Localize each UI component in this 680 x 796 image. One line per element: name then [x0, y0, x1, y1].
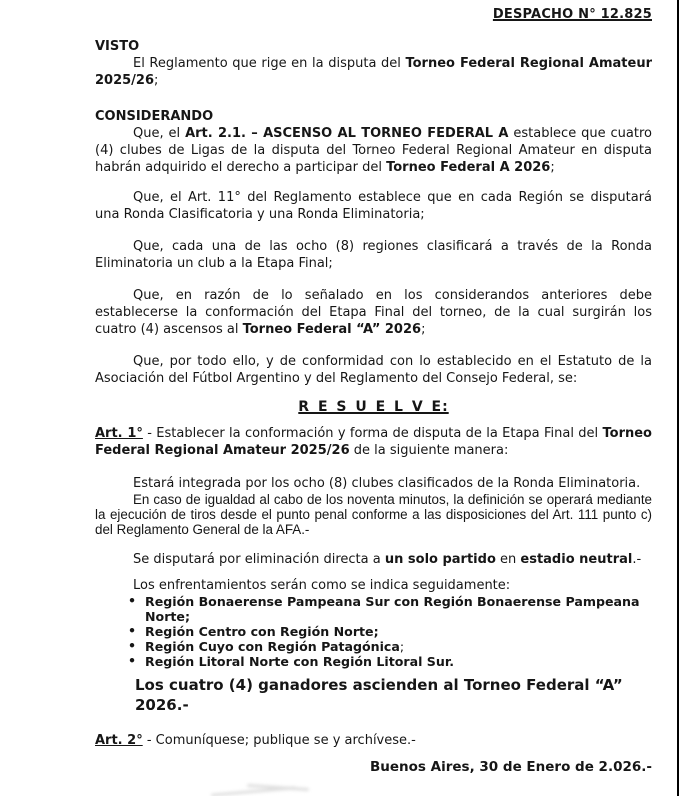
matchup-text: Región Bonaerense Pampeana Sur con Región Bonaerense Pampeana Norte; [145, 594, 640, 624]
resuelve-heading-text: R E S U E L V E: [298, 399, 449, 415]
document-body [95, 6, 652, 776]
matchups-intro-paragraph: Los enfrentamientos serán como se indica seguidamente: [133, 578, 511, 593]
matchup-text: Región Centro con Región Norte; [145, 624, 379, 639]
etapa-final-composition-paragraph: Estará integrada por los ocho (8) clubes clasificados de la Ronda Eliminatoria. [133, 476, 641, 491]
matchup-text: Región Litoral Norte con Región Litoral Sur. [145, 654, 455, 669]
matchups-bullet-list [95, 594, 652, 669]
considerando-paragraph-1: Que, el Art. 2.1. – ASCENSO AL TORNEO FEDERAL A establece que cuatro (4) clubes de Ligas de la disputa del Torneo Federal Regional Amateur en disputa habrán adquirido el derecho a participar del Torneo Federal A 2026; [95, 126, 652, 175]
considerando-paragraph-2: Que, el Art. 11° del Reglamento establece que en cada Región se disputará una Ronda Clasificatoria y una Ronda Eliminatoria; [95, 190, 652, 222]
bullet-icon: • [128, 593, 137, 608]
resuelve-heading [95, 399, 652, 416]
scan-edge-line [677, 0, 679, 796]
considerando-paragraph-5: Que, por todo ello, y de conformidad con lo establecido en el Estatuto de la Asociación del Fútbol Argentino y del Reglamento del Consejo Federal, se: [95, 354, 652, 386]
document-title-text: DESPACHO N° 12.825 [492, 7, 652, 22]
bullet-icon: • [128, 653, 137, 668]
matchup-item [128, 594, 652, 624]
bullet-icon: • [128, 638, 137, 653]
winners-promotion-statement: Los cuatro (4) ganadores ascienden al Torneo Federal “A” 2026.- [135, 676, 623, 714]
matchup-item [128, 639, 652, 654]
single-match-rule-paragraph: Se disputará por eliminación directa a un solo partido en estadio neutral.- [133, 552, 642, 567]
article-1-paragraph: Art. 1° - Establecer la conformación y forma de disputa de la Etapa Final del Torneo Federal Regional Amateur 2025/26 de la siguiente manera: [95, 426, 652, 458]
visto-paragraph: El Reglamento que rige en la disputa del Torneo Federal Regional Amateur 2025/26; [95, 56, 652, 88]
visto-heading: VISTO [95, 39, 140, 54]
document-title [95, 6, 652, 23]
penalty-shootout-rule-paragraph: En caso de igualdad al cabo de los noventa minutos, la definición se operará mediante la ejecución de tiros desde el punto penal conforme a las disposiciones del Art. 111 punto c) del Reglamento General de la AFA.- [95, 492, 652, 537]
article-2-paragraph: Art. 2° - Comuníquese; publique se y archívese.- [95, 733, 416, 748]
matchup-item [128, 654, 652, 669]
matchup-item [128, 624, 652, 639]
considerando-paragraph-3: Que, cada una de las ocho (8) regiones clasificará a través de la Ronda Eliminatoria un club a la Etapa Final; [95, 239, 652, 271]
bullet-icon: • [128, 623, 137, 638]
signature-smudge [205, 784, 320, 796]
considerando-heading: CONSIDERANDO [95, 109, 214, 124]
matchup-text: Región Cuyo con Región Patagónica; [145, 639, 405, 654]
considerando-paragraph-4: Que, en razón de lo señalado en los considerandos anteriores debe establecerse la conformación del Etapa Final del torneo, de la cual surgirán los cuatro (4) ascensos al Torneo Federal “A” 2026; [95, 288, 652, 337]
place-date-line: Buenos Aires, 30 de Enero de 2.026.- [369, 759, 652, 775]
